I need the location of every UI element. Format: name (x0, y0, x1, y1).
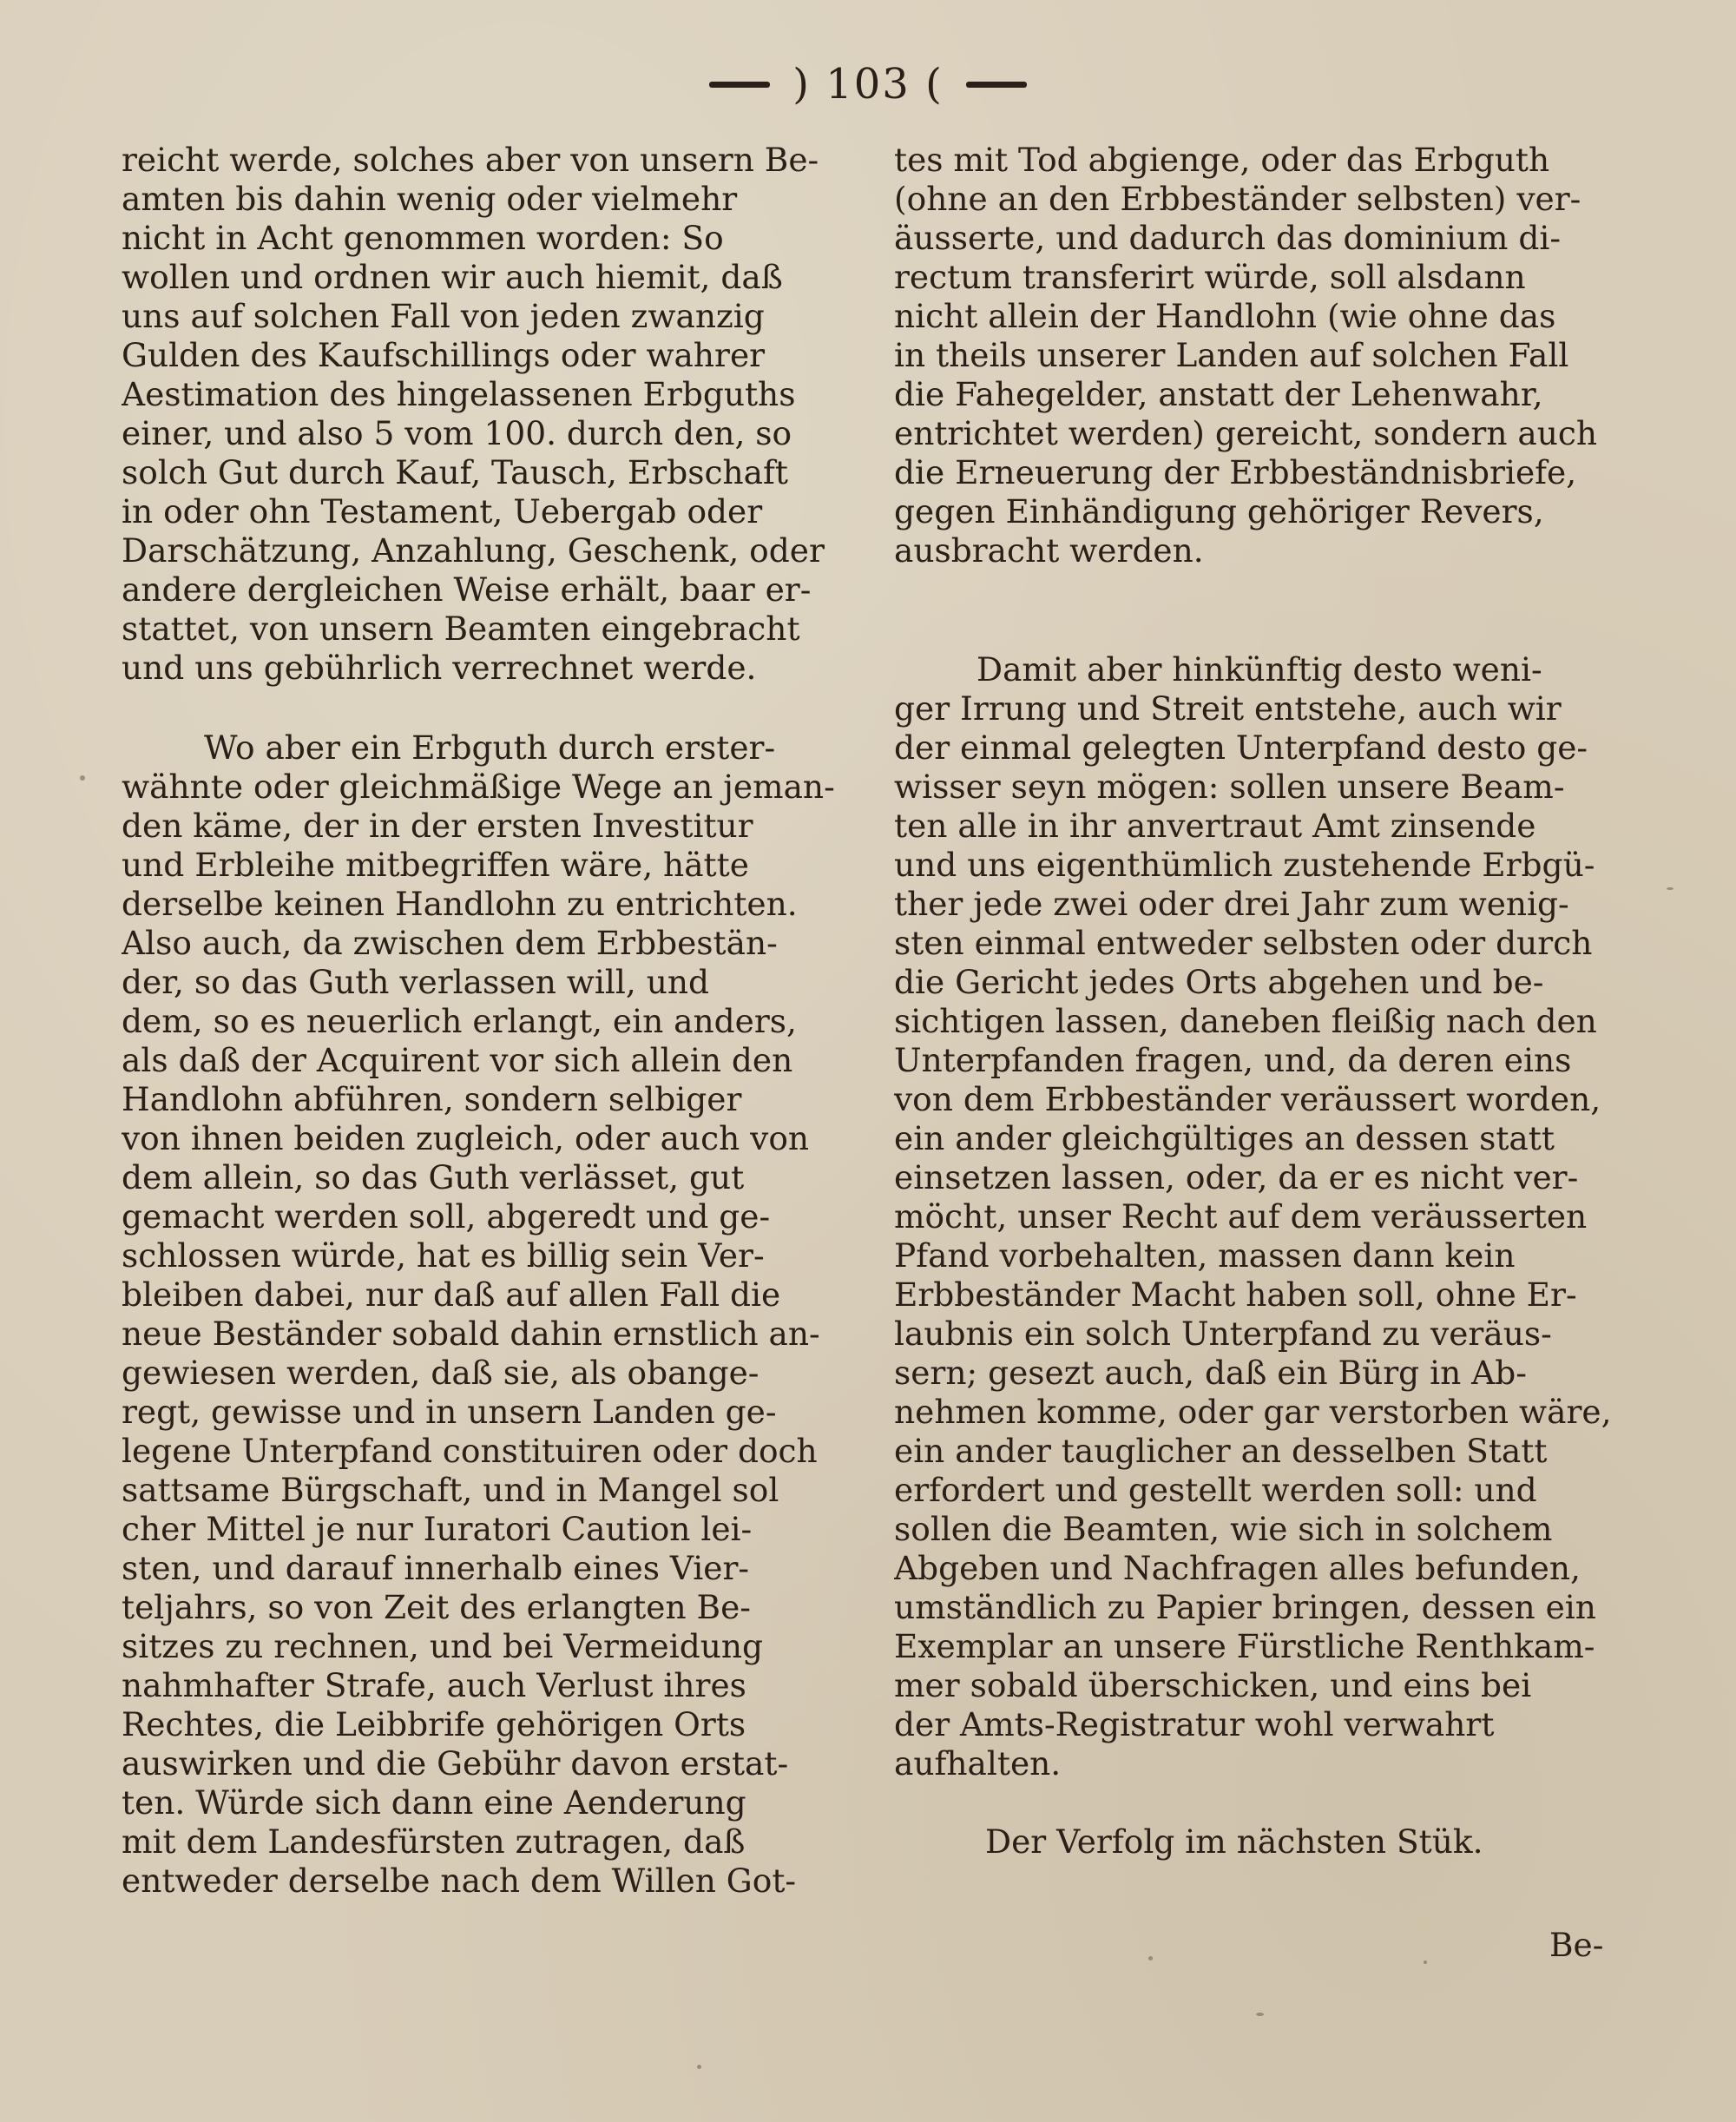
paragraph (122, 141, 851, 688)
paper-speck (697, 2065, 701, 2069)
text-line: tes mit Tod abgienge, oder das Erbguth (894, 141, 1550, 179)
text-line: gegen Einhändigung gehöriger Revers, (894, 492, 1544, 530)
text-line: von ihnen beiden zugleich, oder auch von (122, 1119, 810, 1157)
text-line: wisser seyn mögen: sollen unsere Beam- (894, 768, 1565, 806)
text-line: die Erneuerung der Erbbeständnisbriefe, (894, 453, 1577, 491)
text-line: Rechtes, die Leibbrife gehörigen Orts (122, 1705, 746, 1743)
text-line: erfordert und gestellt werden soll: und (894, 1471, 1537, 1509)
text-line: ten alle in ihr anvertraut Amt zinsende (894, 807, 1536, 845)
text-line: regt, gewisse und in unsern Landen ge- (122, 1393, 777, 1431)
text-line: in oder ohn Testament, Uebergab oder (122, 492, 763, 530)
text-line: nahmhafter Strafe, auch Verlust ihres (122, 1666, 746, 1704)
text-line: Gulden des Kaufschillings oder wahrer (122, 336, 766, 374)
page-header (0, 54, 1736, 115)
text-line: ein ander tauglicher an desselben Statt (894, 1432, 1548, 1470)
text-line: und Erbleihe mitbegriffen wäre, hätte (122, 846, 749, 884)
text-line: in theils unserer Landen auf solchen Fall (894, 336, 1569, 374)
text-line: schlossen würde, hat es billig sein Ver- (122, 1236, 765, 1275)
text-line: Handlohn abführen, sondern selbiger (122, 1080, 742, 1118)
continuation-note: Der Verfolg im nächsten Stük. (985, 1822, 1483, 1861)
text-line: nehmen komme, oder gar verstorben wäre, (894, 1393, 1612, 1431)
text-line: mit dem Landesfürsten zutragen, daß (122, 1822, 746, 1861)
page-number: ) 103 ( (792, 60, 944, 109)
text-line: und uns gebührlich verrechnet werde. (122, 649, 757, 687)
text-line: mer sobald überschicken, und eins bei (894, 1666, 1532, 1704)
text-line: uns auf solchen Fall von jeden zwanzig (122, 297, 765, 335)
text-line: Pfand vorbehalten, massen dann kein (894, 1236, 1516, 1275)
text-line: reicht werde, solches aber von unsern Be- (122, 141, 819, 179)
text-line: rectum transferirt würde, soll alsdann (894, 258, 1526, 296)
paper-speck (1424, 1961, 1427, 1964)
text-line: als daß der Acquirent vor sich allein den (122, 1041, 793, 1079)
text-line: bleiben dabei, nur daß auf allen Fall die (122, 1275, 781, 1314)
text-line: stattet, von unsern Beamten eingebracht (122, 610, 800, 648)
text-line: andere dergleichen Weise erhält, baar er- (122, 570, 812, 609)
paragraph (894, 141, 1628, 570)
text-line: aufhalten. (894, 1744, 1062, 1783)
text-line: sitzes zu rechnen, und bei Vermeidung (122, 1627, 764, 1665)
paragraph-gap (894, 570, 1628, 650)
text-line: einer, und also 5 vom 100. durch den, so (122, 414, 792, 452)
text-line: sichtigen lassen, daneben fleißig nach den (894, 1002, 1597, 1040)
text-line: Aestimation des hingelassenen Erbguths (122, 375, 796, 413)
text-line: auswirken und die Gebühr davon erstat- (122, 1744, 789, 1783)
text-line: Abgeben und Nachfragen alles befunden, (894, 1549, 1581, 1587)
paper-speck (80, 775, 85, 781)
text-line: sten, und darauf innerhalb eines Vier- (122, 1549, 750, 1587)
text-line: gemacht werden soll, abgeredt und ge- (122, 1197, 771, 1236)
text-line: Erbbeständer Macht haben soll, ohne Er- (894, 1275, 1577, 1314)
text-line: sern; gesezt auch, daß ein Bürg in Ab- (894, 1354, 1527, 1392)
text-line: entweder derselbe nach dem Willen Got- (122, 1862, 797, 1900)
text-line: der Amts-Registratur wohl verwahrt (894, 1705, 1495, 1743)
text-line: nicht allein der Handlohn (wie ohne das (894, 297, 1556, 335)
text-line: dem, so es neuerlich erlangt, ein anders, (122, 1002, 797, 1040)
text-line: neue Beständer sobald dahin ernstlich an- (122, 1315, 820, 1353)
text-line: ger Irrung und Streit entstehe, auch wir (894, 689, 1562, 728)
text-line: Darschätzung, Anzahlung, Geschenk, oder (122, 531, 825, 570)
text-line: nicht in Acht genommen worden: So (122, 219, 724, 257)
text-line: ther jede zwei oder drei Jahr zum wenig- (894, 885, 1569, 923)
text-line: wähnte oder gleichmäßige Wege an jeman- (122, 768, 835, 806)
text-line: sattsame Bürgschaft, und in Mangel sol (122, 1471, 779, 1509)
paragraph (122, 728, 851, 1901)
text-line: sollen die Beamten, wie sich in solchem (894, 1510, 1553, 1548)
text-line: Also auch, da zwischen dem Erbbestän- (122, 924, 778, 962)
text-line: Exemplar an unsere Fürstliche Renthkam- (894, 1627, 1595, 1665)
text-line: amten bis dahin wenig oder vielmehr (122, 180, 738, 218)
paragraph (894, 650, 1628, 1783)
text-line: gewiesen werden, daß sie, als obange- (122, 1354, 760, 1392)
text-line: dem allein, so das Guth verlässet, gut (122, 1158, 745, 1196)
header-rule-left (709, 82, 770, 88)
text-line: und uns eigenthümlich zustehende Erbgü- (894, 846, 1595, 884)
text-line: ein ander gleichgültiges an dessen statt (894, 1119, 1555, 1157)
text-line: (ohne an den Erbbeständer selbsten) ver- (894, 180, 1581, 218)
text-line: umständlich zu Papier bringen, dessen ein (894, 1588, 1596, 1626)
text-line: der, so das Guth verlassen will, und (122, 963, 709, 1001)
paragraph-gap (122, 688, 851, 728)
text-line: ten. Würde sich dann eine Aenderung (122, 1783, 746, 1822)
text-line: cher Mittel je nur Iuratori Caution lei- (122, 1510, 753, 1548)
text-line: teljahrs, so von Zeit des erlangten Be- (122, 1588, 751, 1626)
text-line: äusserte, und dadurch das dominium di- (894, 219, 1562, 257)
text-line: entrichtet werden) gereicht, sondern auch (894, 414, 1598, 452)
text-line: möcht, unser Recht auf dem veräusserten (894, 1197, 1588, 1236)
text-line: ausbracht werden. (894, 531, 1204, 570)
text-line: legene Unterpfand constituiren oder doch (122, 1432, 818, 1470)
paper-speck (1148, 1956, 1153, 1961)
text-line: der einmal gelegten Unterpfand desto ge- (894, 728, 1588, 767)
right-column (894, 141, 1628, 1862)
text-line: die Fahegelder, anstatt der Lehenwahr, (894, 375, 1543, 413)
text-line: derselbe keinen Handlohn zu entrichten. (122, 885, 798, 923)
text-line: die Gericht jedes Orts abgehen und be- (894, 963, 1544, 1001)
text-line: solch Gut durch Kauf, Tausch, Erbschaft (122, 453, 788, 491)
text-line: einsetzen lassen, oder, da er es nicht ver- (894, 1158, 1579, 1196)
catchword: Be- (1549, 1926, 1604, 1964)
paper-speck (1256, 2013, 1264, 2016)
text-line: Unterpfanden fragen, und, da deren eins (894, 1041, 1572, 1079)
header-rule-right (966, 82, 1027, 88)
text-line: wollen und ordnen wir auch hiemit, daß (122, 258, 783, 296)
left-column (122, 141, 851, 1901)
text-line: laubnis ein solch Unterpfand zu veräus- (894, 1315, 1552, 1353)
text-line: sten einmal entweder selbsten oder durch (894, 924, 1593, 962)
text-line: Damit aber hinkünftig desto weni- (976, 650, 1542, 689)
text-line: Wo aber ein Erbguth durch erster- (204, 728, 776, 767)
paper-speck (1667, 887, 1674, 890)
text-line: von dem Erbbeständer veräussert worden, (894, 1080, 1601, 1118)
text-line: den käme, der in der ersten Investitur (122, 807, 753, 845)
